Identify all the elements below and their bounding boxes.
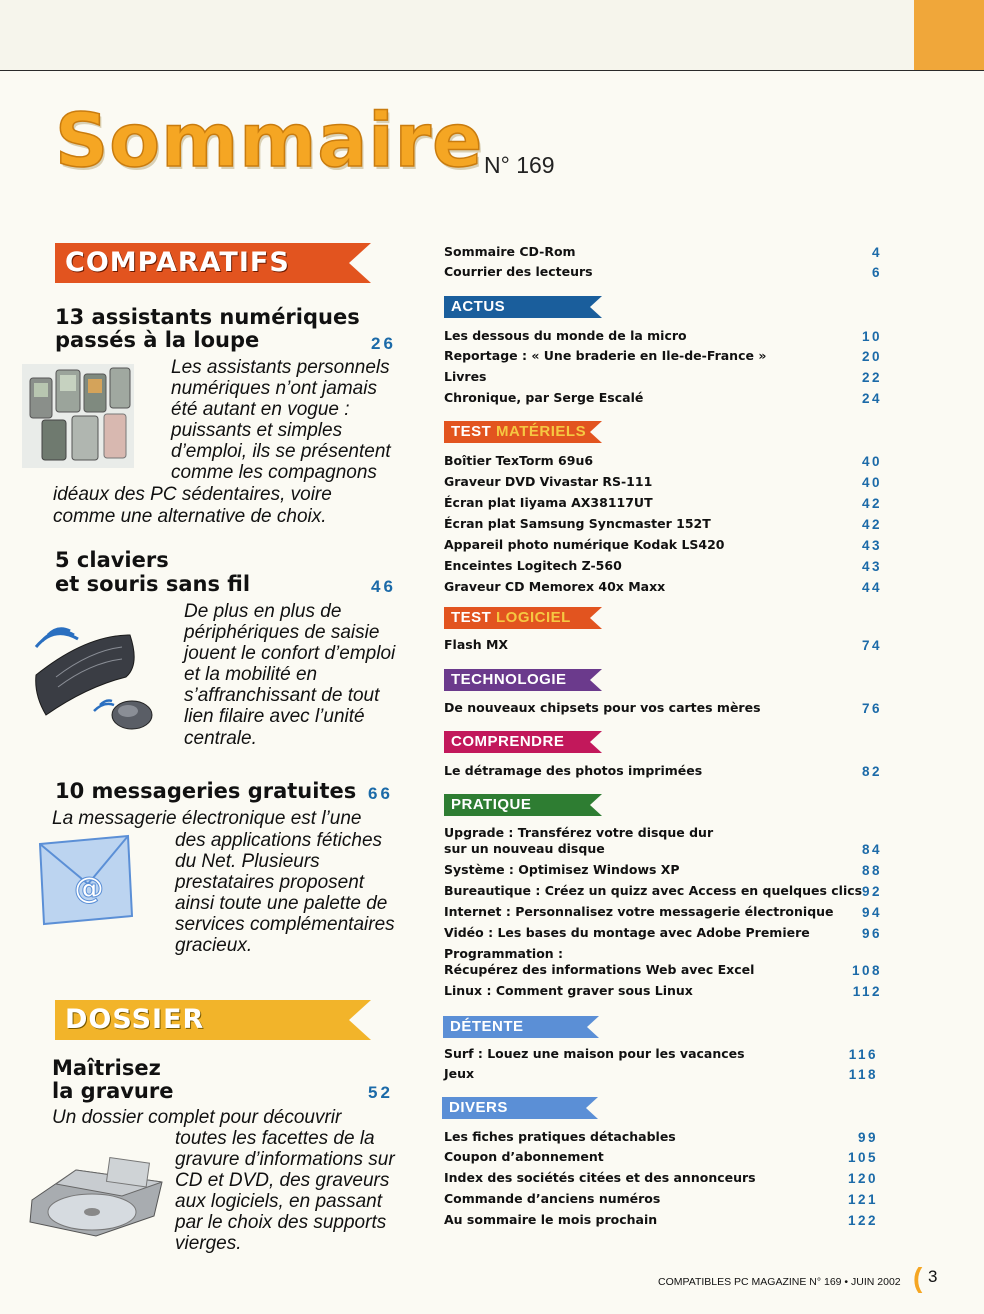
article-text: et la mobilité en — [184, 664, 318, 685]
toc-item[interactable]: Surf : Louez une maison pour les vacances — [444, 1046, 745, 1061]
toc-page: 22 — [861, 370, 882, 385]
page-number: 3 — [928, 1267, 938, 1286]
toc-page: 99 — [857, 1130, 878, 1145]
toc-page: 42 — [861, 496, 882, 511]
article-text: du Net. Plusieurs — [175, 851, 320, 872]
toc-page: 76 — [861, 701, 882, 716]
article-text: idéaux des PC sédentaires, voire — [53, 484, 332, 505]
section-pratique: PRATIQUE — [444, 794, 602, 816]
toc-item[interactable]: Sommaire CD-Rom — [444, 244, 576, 259]
toc-item[interactable]: De nouveaux chipsets pour vos cartes mères — [444, 700, 761, 715]
toc-page: 43 — [861, 538, 882, 553]
section-comprendre: COMPRENDRE — [444, 731, 602, 753]
section-label-b: LOGICIEL — [496, 609, 571, 626]
toc-page: 112 — [852, 984, 882, 999]
article-text: gracieux. — [175, 935, 253, 956]
toc-item[interactable]: Écran plat Samsung Syncmaster 152T — [444, 516, 711, 531]
article-text: vierges. — [175, 1233, 242, 1254]
article-title[interactable]: et souris sans fil — [55, 572, 251, 596]
toc-item[interactable]: Le détramage des photos imprimées — [444, 763, 703, 778]
toc-item[interactable]: Courrier des lecteurs — [444, 264, 593, 279]
dossier-banner: DOSSIER — [55, 1000, 371, 1040]
article-title[interactable]: 10 messageries gratuites — [55, 779, 357, 803]
toc-page: 88 — [861, 863, 882, 878]
dossier-page: 52 — [368, 1083, 393, 1102]
toc-item[interactable]: Au sommaire le mois prochain — [444, 1212, 658, 1227]
toc-item[interactable]: Boîtier TexTorm 69u6 — [444, 453, 594, 468]
article-text: CD et DVD, des graveurs — [175, 1170, 390, 1191]
toc-item[interactable]: Commande d’anciens numéros — [444, 1191, 661, 1206]
article-text: lien filaire avec l’unité — [184, 706, 365, 727]
pda-photo — [22, 364, 134, 468]
toc-page: 121 — [847, 1192, 878, 1207]
section-divers: DIVERS — [442, 1097, 598, 1119]
svg-text:@: @ — [74, 871, 104, 906]
article-text: prestataires proposent — [175, 872, 365, 893]
issue-number: N° 169 — [484, 152, 555, 178]
toc-item[interactable]: Bureautique : Créez un quizz avec Access en quelques clics — [444, 883, 863, 898]
toc-page: 20 — [861, 349, 882, 364]
article-title[interactable]: 13 assistants numériques — [55, 305, 360, 329]
toc-item[interactable]: Vidéo : Les bases du montage avec Adobe Premiere — [444, 925, 810, 940]
article-text: comme les compagnons — [171, 462, 377, 483]
toc-item[interactable]: Internet : Personnalisez votre messagerie électronique — [444, 904, 834, 919]
page-title: Sommaire — [55, 98, 484, 184]
article-text: numériques n’ont jamais — [171, 378, 377, 399]
toc-item[interactable]: Système : Optimisez Windows XP — [444, 862, 680, 877]
toc-item[interactable]: Jeux — [444, 1066, 475, 1081]
toc-page: 116 — [848, 1047, 878, 1062]
toc-page: 105 — [847, 1150, 878, 1165]
section-test-materiels — [444, 421, 602, 443]
article-text: s’affranchissant de tout — [184, 685, 380, 706]
article-page: 46 — [371, 577, 396, 596]
toc-page: 122 — [847, 1213, 878, 1228]
section-label-b: MATÉRIELS — [496, 423, 587, 440]
article-text: toutes les facettes de la — [175, 1128, 375, 1149]
article-text: La messagerie électronique est l’une — [52, 808, 362, 829]
dossier-title[interactable]: Maîtrisez — [52, 1056, 161, 1080]
toc-page: 84 — [861, 842, 882, 857]
article-text: périphériques de saisie — [184, 622, 380, 643]
toc-item[interactable]: Programmation : — [444, 946, 564, 961]
article-title[interactable]: passés à la loupe — [55, 328, 260, 352]
section-label-a: TEST — [451, 609, 492, 626]
toc-page: 74 — [861, 638, 882, 653]
toc-item[interactable]: Écran plat Iiyama AX38117UT — [444, 495, 653, 510]
article-title[interactable]: 5 claviers — [55, 548, 169, 572]
article-text: jouent le confort d’emploi — [184, 643, 396, 664]
toc-page: 44 — [861, 580, 882, 595]
keyboard-mouse-photo — [30, 615, 158, 739]
toc-item[interactable]: Les fiches pratiques détachables — [444, 1129, 676, 1144]
toc-item[interactable]: Les dessous du monde de la micro — [444, 328, 687, 343]
section-label-a: TEST — [451, 423, 492, 440]
toc-item[interactable]: Récupérez des informations Web avec Excel — [444, 962, 755, 977]
toc-item[interactable]: Appareil photo numérique Kodak LS420 — [444, 537, 725, 552]
toc-item[interactable]: Upgrade : Transférez votre disque dur — [444, 825, 714, 840]
toc-item[interactable]: Graveur CD Memorex 40x Maxx — [444, 579, 666, 594]
article-text: comme une alternative de choix. — [53, 506, 327, 527]
article-text: centrale. — [184, 728, 257, 749]
toc-page: 24 — [861, 391, 882, 406]
toc-page: 94 — [861, 905, 882, 920]
toc-page: 42 — [861, 517, 882, 532]
toc-page: 10 — [861, 329, 882, 344]
toc-item[interactable]: sur un nouveau disque — [444, 841, 605, 856]
toc-page: 108 — [851, 963, 882, 978]
footer-text: COMPATIBLES PC MAGAZINE N° 169 • JUIN 2002 — [658, 1276, 901, 1288]
toc-page: 40 — [861, 454, 882, 469]
section-detente: DÉTENTE — [443, 1016, 599, 1038]
toc-item[interactable]: Enceintes Logitech Z-560 — [444, 558, 622, 573]
section-technologie: TECHNOLOGIE — [444, 669, 602, 691]
section-actus: ACTUS — [444, 296, 602, 318]
toc-page: 82 — [861, 764, 882, 779]
corner-accent — [914, 0, 984, 70]
article-text: d’emploi, ils se présentent — [171, 441, 391, 462]
article-text: aux logiciels, en passant — [175, 1191, 383, 1212]
toc-item[interactable]: Index des sociétés citées et des annonceurs — [444, 1170, 756, 1185]
article-text: puissants et simples — [171, 420, 343, 441]
folio-bracket-icon: ( — [913, 1262, 923, 1293]
article-text: été autant en vogue : — [171, 399, 350, 420]
article-page: 66 — [368, 784, 393, 803]
article-text: des applications fétiches — [175, 830, 383, 851]
toc-item[interactable]: Flash MX — [444, 637, 509, 652]
cd-burner-photo — [26, 1142, 166, 1240]
toc-item[interactable]: Linux : Comment graver sous Linux — [444, 983, 693, 998]
dossier-title[interactable]: la gravure — [52, 1079, 174, 1103]
toc-page: 43 — [861, 559, 882, 574]
article-page: 26 — [371, 334, 396, 353]
email-icon — [36, 832, 136, 928]
comparatifs-banner: COMPARATIFS — [55, 243, 371, 283]
toc-item[interactable]: Livres — [444, 369, 487, 384]
article-text: De plus en plus de — [184, 601, 342, 622]
article-text: par le choix des supports — [175, 1212, 387, 1233]
article-text: services complémentaires — [175, 914, 395, 935]
article-text: ainsi toute une palette de — [175, 893, 388, 914]
top-band — [0, 0, 984, 71]
toc-page: 118 — [848, 1067, 878, 1082]
article-text: Un dossier complet pour découvrir — [52, 1107, 342, 1128]
section-test-logiciel — [444, 607, 602, 629]
article-text: Les assistants personnels — [171, 357, 390, 378]
toc-page: 96 — [861, 926, 882, 941]
article-text: gravure d’informations sur — [175, 1149, 395, 1170]
toc-page: 40 — [861, 475, 882, 490]
toc-item[interactable]: Coupon d’abonnement — [444, 1149, 604, 1164]
toc-page: 120 — [847, 1171, 878, 1186]
toc-page: 92 — [861, 884, 882, 899]
toc-item[interactable]: Reportage : « Une braderie en Ile-de-France » — [444, 348, 767, 363]
toc-page: 6 — [871, 265, 882, 280]
toc-page: 4 — [871, 245, 882, 260]
toc-item[interactable]: Graveur DVD Vivastar RS-111 — [444, 474, 653, 489]
toc-item[interactable]: Chronique, par Serge Escalé — [444, 390, 644, 405]
